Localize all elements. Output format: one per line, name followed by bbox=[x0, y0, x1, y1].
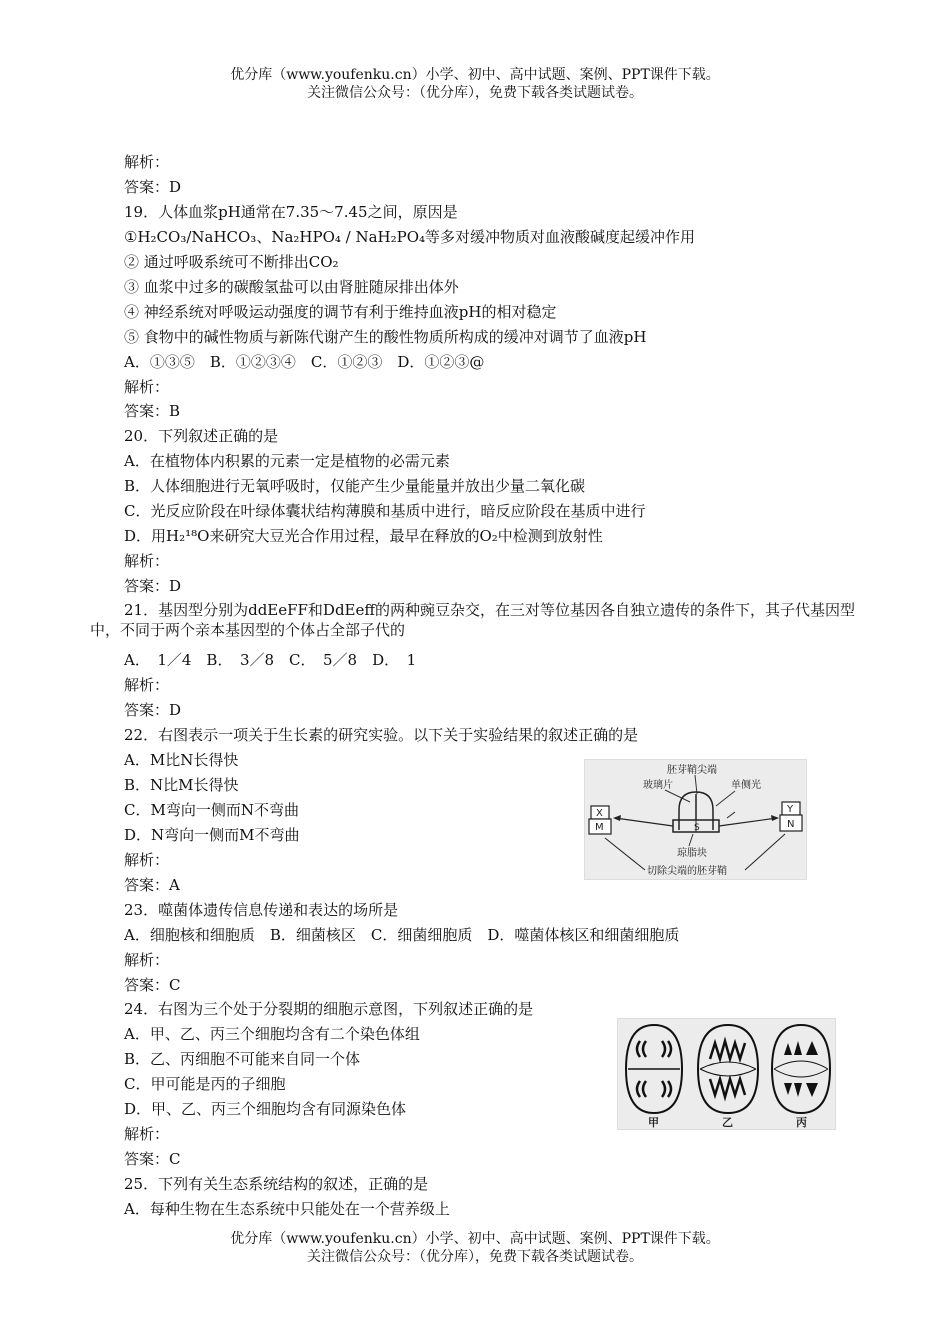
q22-option-a: A．M比N长得快 bbox=[124, 751, 239, 769]
q24-option-b: B．乙、丙细胞不可能来自同一个体 bbox=[124, 1050, 361, 1068]
q20-answer: 答案：D bbox=[124, 577, 182, 595]
label-yi: 乙 bbox=[722, 1116, 733, 1129]
q20-option-c: C．光反应阶段在叶绿体囊状结构薄膜和基质中进行，暗反应阶段在基质中进行 bbox=[124, 502, 646, 520]
q19-item-2: ② 通过呼吸系统可不断排出CO₂ bbox=[124, 253, 339, 271]
header-line-2: 关注微信公众号：（优分库），免费下载各类试题试卷。 bbox=[307, 85, 643, 101]
q25-stem: 25．下列有关生态系统结构的叙述，正确的是 bbox=[124, 1175, 429, 1193]
q22-stem: 22．右图表示一项关于生长素的研究实验。以下关于实验结果的叙述正确的是 bbox=[124, 726, 639, 744]
q18-analysis: 解析： bbox=[124, 153, 170, 171]
q20-option-b: B．人体细胞进行无氧呼吸时，仅能产生少量能量并放出少量二氧化碳 bbox=[124, 477, 586, 495]
q23-analysis: 解析： bbox=[124, 951, 170, 969]
q18-answer: 答案：D bbox=[124, 178, 182, 196]
label-unilateral-light: 单侧光 bbox=[731, 780, 761, 791]
auxin-experiment-figure bbox=[584, 759, 807, 880]
label-cut-coleoptile: 切除尖端的胚芽鞘 bbox=[647, 866, 727, 877]
q19-item-3: ③ 血浆中过多的碳酸氢盐可以由肾脏随尿排出体外 bbox=[124, 278, 459, 296]
q19-stem: 19．人体血浆pH通常在7.35～7.45之间，原因是 bbox=[124, 203, 458, 221]
q23-options: A．细胞核和细胞质 B．细菌核区 C．细菌细胞质 D．噬菌体核区和细菌细胞质 bbox=[124, 926, 680, 944]
label-y: Y bbox=[787, 804, 794, 815]
header-line-1: 优分库（www.youfenku.cn）小学、初中、高中试题、案例、PPT课件下载。 bbox=[230, 67, 720, 83]
q25-option-a: A．每种生物在生态系统中只能处在一个营养级上 bbox=[124, 1200, 450, 1218]
q20-option-a: A．在植物体内积累的元素一定是植物的必需元素 bbox=[124, 452, 450, 470]
label-agar-block: 琼脂块 bbox=[677, 848, 707, 859]
q21-answer: 答案：D bbox=[124, 701, 182, 719]
q19-item-4: ④ 神经系统对呼吸运动强度的调节有利于维持血液pH的相对稳定 bbox=[124, 303, 557, 321]
label-s: S bbox=[694, 823, 700, 833]
footer-line-2: 关注微信公众号：（优分库），免费下载各类试题试卷。 bbox=[307, 1249, 643, 1265]
label-glass-plate: 玻璃片 bbox=[643, 780, 673, 791]
q24-analysis: 解析： bbox=[124, 1125, 170, 1143]
cell-yi bbox=[698, 1025, 758, 1113]
q20-analysis: 解析： bbox=[124, 552, 170, 570]
q24-answer: 答案：C bbox=[124, 1150, 181, 1168]
q19-answer: 答案：B bbox=[124, 402, 181, 420]
label-bing: 丙 bbox=[796, 1116, 807, 1129]
q24-stem: 24．右图为三个处于分裂期的细胞示意图，下列叙述正确的是 bbox=[124, 1000, 534, 1018]
q23-answer: 答案：C bbox=[124, 976, 181, 994]
page-header bbox=[0, 66, 950, 102]
q20-stem: 20．下列叙述正确的是 bbox=[124, 427, 279, 445]
cell-division-figure bbox=[617, 1018, 836, 1130]
cell-jia bbox=[626, 1025, 682, 1113]
q19-options: A．①③⑤ B．①②③④ C．①②③ D．①②③@ bbox=[124, 353, 485, 371]
q20-option-d: D．用H₂¹⁸O来研究大豆光合作用过程，最早在释放的O₂中检测到放射性 bbox=[124, 527, 603, 545]
q21-options: A． 1／4 B． 3／8 C． 5／8 D． 1 bbox=[124, 651, 417, 669]
q22-option-c: C．M弯向一侧而N不弯曲 bbox=[124, 801, 299, 819]
label-coleoptile-tip: 胚芽鞘尖端 bbox=[667, 765, 717, 776]
q24-option-a: A．甲、乙、丙三个细胞均含有二个染色体组 bbox=[124, 1025, 420, 1043]
q19-item-5: ⑤ 食物中的碱性物质与新陈代谢产生的酸性物质所构成的缓冲对调节了血液pH bbox=[124, 328, 647, 346]
label-n: N bbox=[787, 819, 795, 830]
page-footer bbox=[0, 1230, 950, 1266]
q22-option-b: B．N比M长得快 bbox=[124, 776, 239, 794]
cell-bing bbox=[772, 1025, 830, 1113]
q19-item-1: ①H₂CO₃/NaHCO₃、Na₂HPO₄ / NaH₂PO₄等多对缓冲物质对血液酸碱度起缓冲作用 bbox=[124, 228, 696, 246]
q22-option-d: D．N弯向一侧而M不弯曲 bbox=[124, 826, 300, 844]
q19-analysis: 解析： bbox=[124, 378, 170, 396]
label-jia: 甲 bbox=[648, 1116, 659, 1129]
label-m: M bbox=[595, 822, 604, 833]
footer-line-1: 优分库（www.youfenku.cn）小学、初中、高中试题、案例、PPT课件下载。 bbox=[230, 1231, 720, 1247]
q21-stem: 21．基因型分别为ddEeFF和DdEeff的两种豌豆杂交，在三对等位基因各自独立遗传的条件下，其子代基因型中，不同于两个亲本基因型的个体占全部子代的 bbox=[90, 601, 856, 639]
label-x: X bbox=[596, 808, 603, 819]
q21-analysis: 解析： bbox=[124, 676, 170, 694]
q23-stem: 23．噬菌体遗传信息传递和表达的场所是 bbox=[124, 901, 399, 919]
q22-answer: 答案：A bbox=[124, 876, 180, 894]
q22-analysis: 解析： bbox=[124, 851, 170, 869]
q24-option-c: C．甲可能是丙的子细胞 bbox=[124, 1075, 286, 1093]
q24-option-d: D．甲、乙、丙三个细胞均含有同源染色体 bbox=[124, 1100, 407, 1118]
